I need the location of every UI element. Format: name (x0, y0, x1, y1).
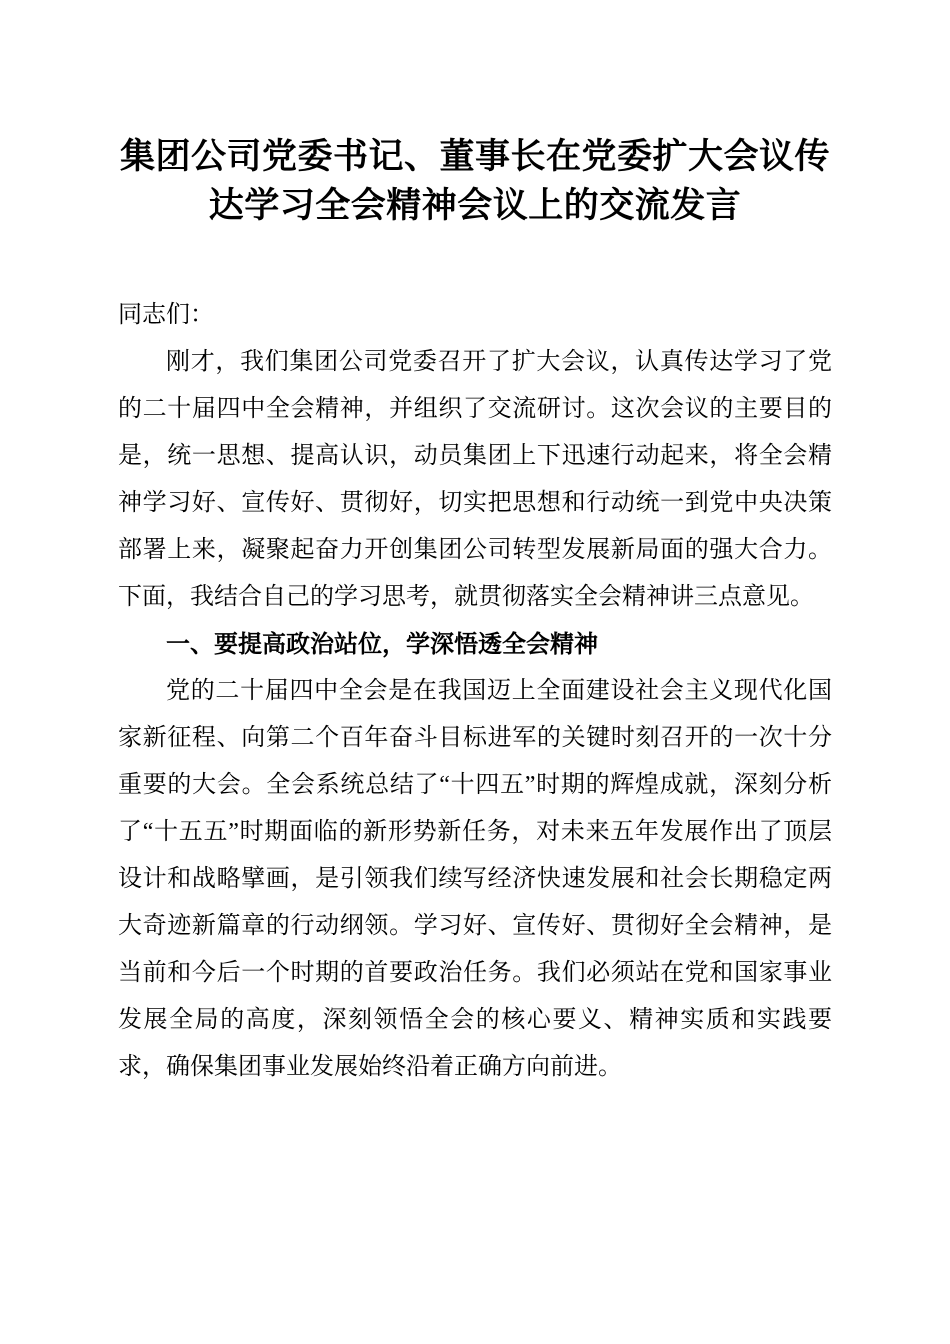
section-heading-1: 一、要提高政治站位，学深悟透全会精神 (166, 631, 598, 658)
salutation: 同志们： (118, 302, 214, 328)
paragraph-intro: 刚才，我们集团公司党委召开了扩大会议，认真传达学习了党的二十届四中全会精神，并组织了交流研讨。这次会议的主要目的是，统一思想、提高认识，动员集团上下迅速行动起来，将全会精神学习好、宣传好、贯彻好，切实把思想和行动统一到党中央决策部署上来，凝聚起奋力开创集团公司转型发展新局面的强大合力。下面，我结合自己的学习思考，就贯彻落实全会精神讲三点意见。 (118, 349, 832, 610)
document-title: 集团公司党委书记、董事长在党委扩大会议传达学习全会精神会议上的交流发言 (119, 137, 830, 225)
paragraph-section-1: 党的二十届四中全会是在我国迈上全面建设社会主义现代化国家新征程、向第二个百年奋斗目标进军的关键时刻召开的一次十分重要的大会。全会系统总结了“十四五”时期的辉煌成就，深刻分析了“十五五”时期面临的新形势新任务，对未来五年发展作出了顶层设计和战略擘画，是引领我们续写经济快速发展和社会长期稳定两大奇迹新篇章的行动纲领。学习好、宣传好、贯彻好全会精神，是当前和今后一个时期的首要政治任务。我们必须站在党和国家事业发展全局的高度，深刻领悟全会的核心要义、精神实质和实践要求，确保集团事业发展始终沿着正确方向前进。 (118, 678, 832, 1080)
